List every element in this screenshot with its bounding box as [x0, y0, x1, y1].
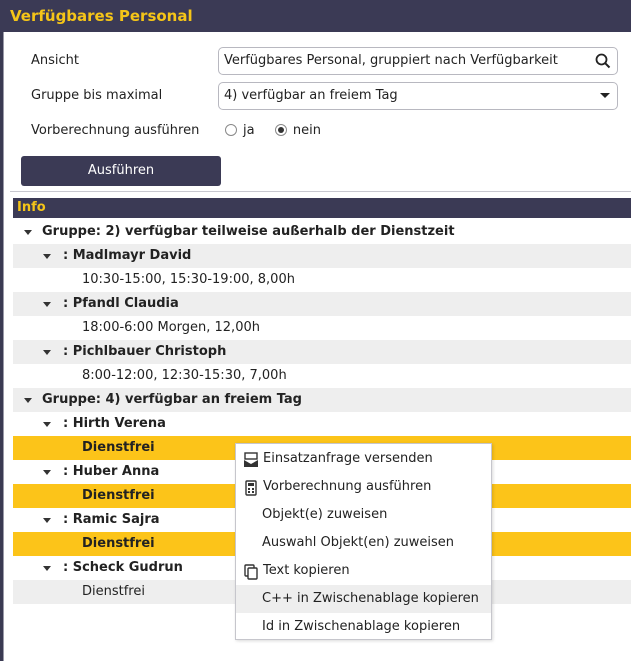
radio-ja[interactable] [225, 124, 237, 136]
menu-item-label: Auswahl Objekt(en) zuweisen [262, 535, 455, 550]
caret-down-icon[interactable] [43, 350, 51, 355]
radio-nein-label[interactable]: nein [292, 123, 321, 138]
info-header: Info [13, 198, 631, 218]
tree-person-row[interactable] [13, 292, 631, 316]
group-label: Gruppe: 2) verfügbar teilweise außerhalb der Dienstzeit [42, 224, 455, 239]
tree-group-row[interactable] [13, 388, 631, 412]
vorberechnung-options [225, 123, 321, 138]
person-detail: Dienstfrei [82, 488, 155, 503]
send-request-icon [243, 451, 259, 467]
context-menu [235, 443, 492, 640]
menu-item-label: Id in Zwischenablage kopieren [262, 619, 461, 634]
caret-down-icon[interactable] [43, 470, 51, 475]
menu-item-label: Vorberechnung ausführen [263, 479, 432, 494]
menu-item-label: Objekt(e) zuweisen [262, 507, 388, 522]
tree-group-row[interactable] [13, 220, 631, 244]
tree-detail-row[interactable] [13, 268, 631, 292]
chevron-down-icon[interactable] [599, 83, 611, 109]
caret-down-icon[interactable] [24, 230, 32, 235]
person-detail: 8:00-12:00, 12:30-15:30, 7,00h [82, 368, 287, 383]
run-button[interactable]: Ausführen [21, 156, 221, 186]
window-title: Verfügbares Personal [0, 0, 631, 32]
caret-down-icon[interactable] [43, 302, 51, 307]
menu-item-id-kopieren[interactable] [236, 613, 491, 641]
person-name: : Pfandl Claudia [63, 296, 179, 311]
tree-person-row[interactable] [13, 412, 631, 436]
person-name: : Hirth Verena [63, 416, 166, 431]
gruppe-value: 4) verfügbar an freiem Tag [224, 88, 398, 103]
caret-down-icon[interactable] [43, 518, 51, 523]
person-detail: Dienstfrei [82, 536, 155, 551]
menu-item-label: Einsatzanfrage versenden [263, 451, 433, 466]
person-detail: Dienstfrei [82, 584, 145, 599]
ansicht-value: Verfügbares Personal, gruppiert nach Verfügbarkeit [224, 53, 558, 68]
ansicht-label: Ansicht [31, 53, 80, 68]
person-detail: 18:00-6:00 Morgen, 12,00h [82, 320, 260, 335]
radio-nein[interactable] [275, 124, 287, 136]
radio-ja-label[interactable]: ja [243, 123, 255, 138]
tree-detail-row[interactable] [13, 316, 631, 340]
vorberechnung-label: Vorberechnung ausführen [31, 123, 200, 138]
caret-down-icon[interactable] [43, 254, 51, 259]
gruppe-label: Gruppe bis maximal [31, 88, 163, 103]
menu-item-label: Text kopieren [263, 563, 350, 578]
menu-item-einsatzanfrage[interactable] [236, 445, 491, 473]
caret-down-icon[interactable] [43, 422, 51, 427]
tree-person-row[interactable] [13, 244, 631, 268]
caret-down-icon[interactable] [24, 398, 32, 403]
copy-icon [243, 563, 259, 579]
person-name: : Huber Anna [63, 464, 160, 479]
menu-item-cpp-kopieren[interactable] [236, 585, 491, 613]
menu-item-text-kopieren[interactable] [236, 557, 491, 585]
divider [10, 191, 631, 192]
person-name: : Madlmayr David [63, 248, 192, 263]
tree-detail-row[interactable] [13, 364, 631, 388]
group-label: Gruppe: 4) verfügbar an freiem Tag [42, 392, 302, 407]
person-name: : Pichlbauer Christoph [63, 344, 227, 359]
menu-item-label: C++ in Zwischenablage kopieren [262, 591, 479, 606]
menu-item-objekt-zuweisen[interactable] [236, 501, 491, 529]
menu-item-auswahl-zuweisen[interactable] [236, 529, 491, 557]
gruppe-select[interactable] [218, 82, 618, 110]
menu-item-vorberechnung[interactable] [236, 473, 491, 501]
search-icon[interactable] [595, 48, 611, 74]
person-detail: 10:30-15:00, 15:30-19:00, 8,00h [82, 272, 295, 287]
calculator-icon [243, 479, 259, 495]
person-name: : Scheck Gudrun [63, 560, 183, 575]
caret-down-icon[interactable] [43, 566, 51, 571]
person-name: : Ramic Sajra [63, 512, 160, 527]
ansicht-input[interactable] [218, 47, 618, 75]
person-detail: Dienstfrei [82, 440, 155, 455]
tree-person-row[interactable] [13, 340, 631, 364]
